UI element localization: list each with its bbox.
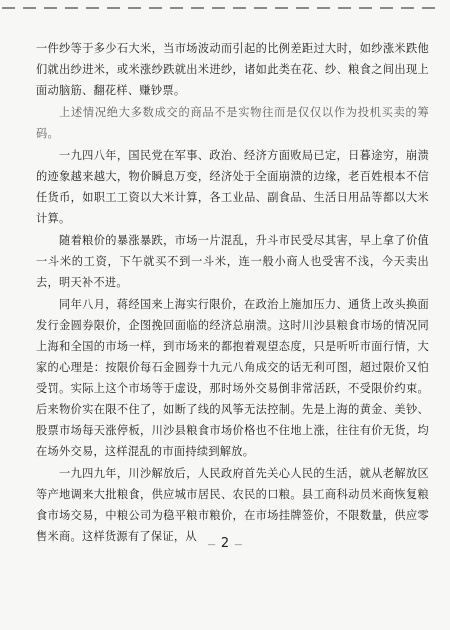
paragraph-6: 一九四九年，川沙解放后，人民政府首先关心人民的生活，就从老解放区等产地调来大批粮食，供应城市居民、农民的口粮。县工商科动员米商恢复粮食市场交易，中粮公司为稳平粮市粮价，在市场挂牌签价，不限数量，供应零售米商。这样货源有了保证，从 [36,467,429,543]
top-dashed-rule [0,4,450,12]
page-number-value: 2 [220,536,230,551]
paragraph-4: 随着粮价的暴涨暴跌，市场一片混乱，升斗市民受尽其害，早上拿了价值一斗米的工资，下午就买不到一斗米，连一般小商人也受害不浅，今天卖出去，明天补不进。 [36,234,429,289]
document-page [36,38,429,548]
page-number-suffix: — [234,540,243,549]
paragraph-3: 一九四八年，国民党在军事、政治、经济方面败局已定，日暮途穷，崩溃的迹象越来越大，物价瞬息万变，经济处于全面崩溃的边缘，老百姓根本不信任货币，如职工工资以大米计算，各工业品、副食品、生活日用品等都以大米计算。 [36,149,429,225]
page-number-prefix: — [207,540,216,549]
paragraph-2: 上述情况绝大多数成交的商品不是实物往而是仅仅以作为投机买卖的筹码。 [36,106,429,140]
page-number [0,536,450,551]
paragraph-1: 一件纱等于多少石大米，当市场波动而引起的比例差距过大时，如纱涨米跌他们就出纱进米，或米涨纱跌就出米进纱，诸如此类在花、纱、粮食之间出现上面动脑筋、翻花样、赚钞票。 [36,42,429,97]
paragraph-5: 同年八月，蒋经国来上海实行限价，在政治上施加压力、通货上改头换面发行金圆券限价，企图挽回面临的经济总崩溃。这时川沙县粮食市场的情况同上海和全国的市场一样，到市场来的都抱着观望态度，只是听听市面行情，大家的心理是：按限价每石金圆券十九元八角成交的话无利可图，超过限价又怕受罚。实际上这个市场等于虚设，那时场外交易倒非常活跃，不受限价约束。后来物价实在限不住了，如断了线的风筝无法控制。先是上海的黄金、美钞、股票市场每天涨停板，川沙县粮食市场价格也不住地上涨，往往有价无货，均在场外交易，这样混乱的市面持续到解放。 [36,298,429,458]
